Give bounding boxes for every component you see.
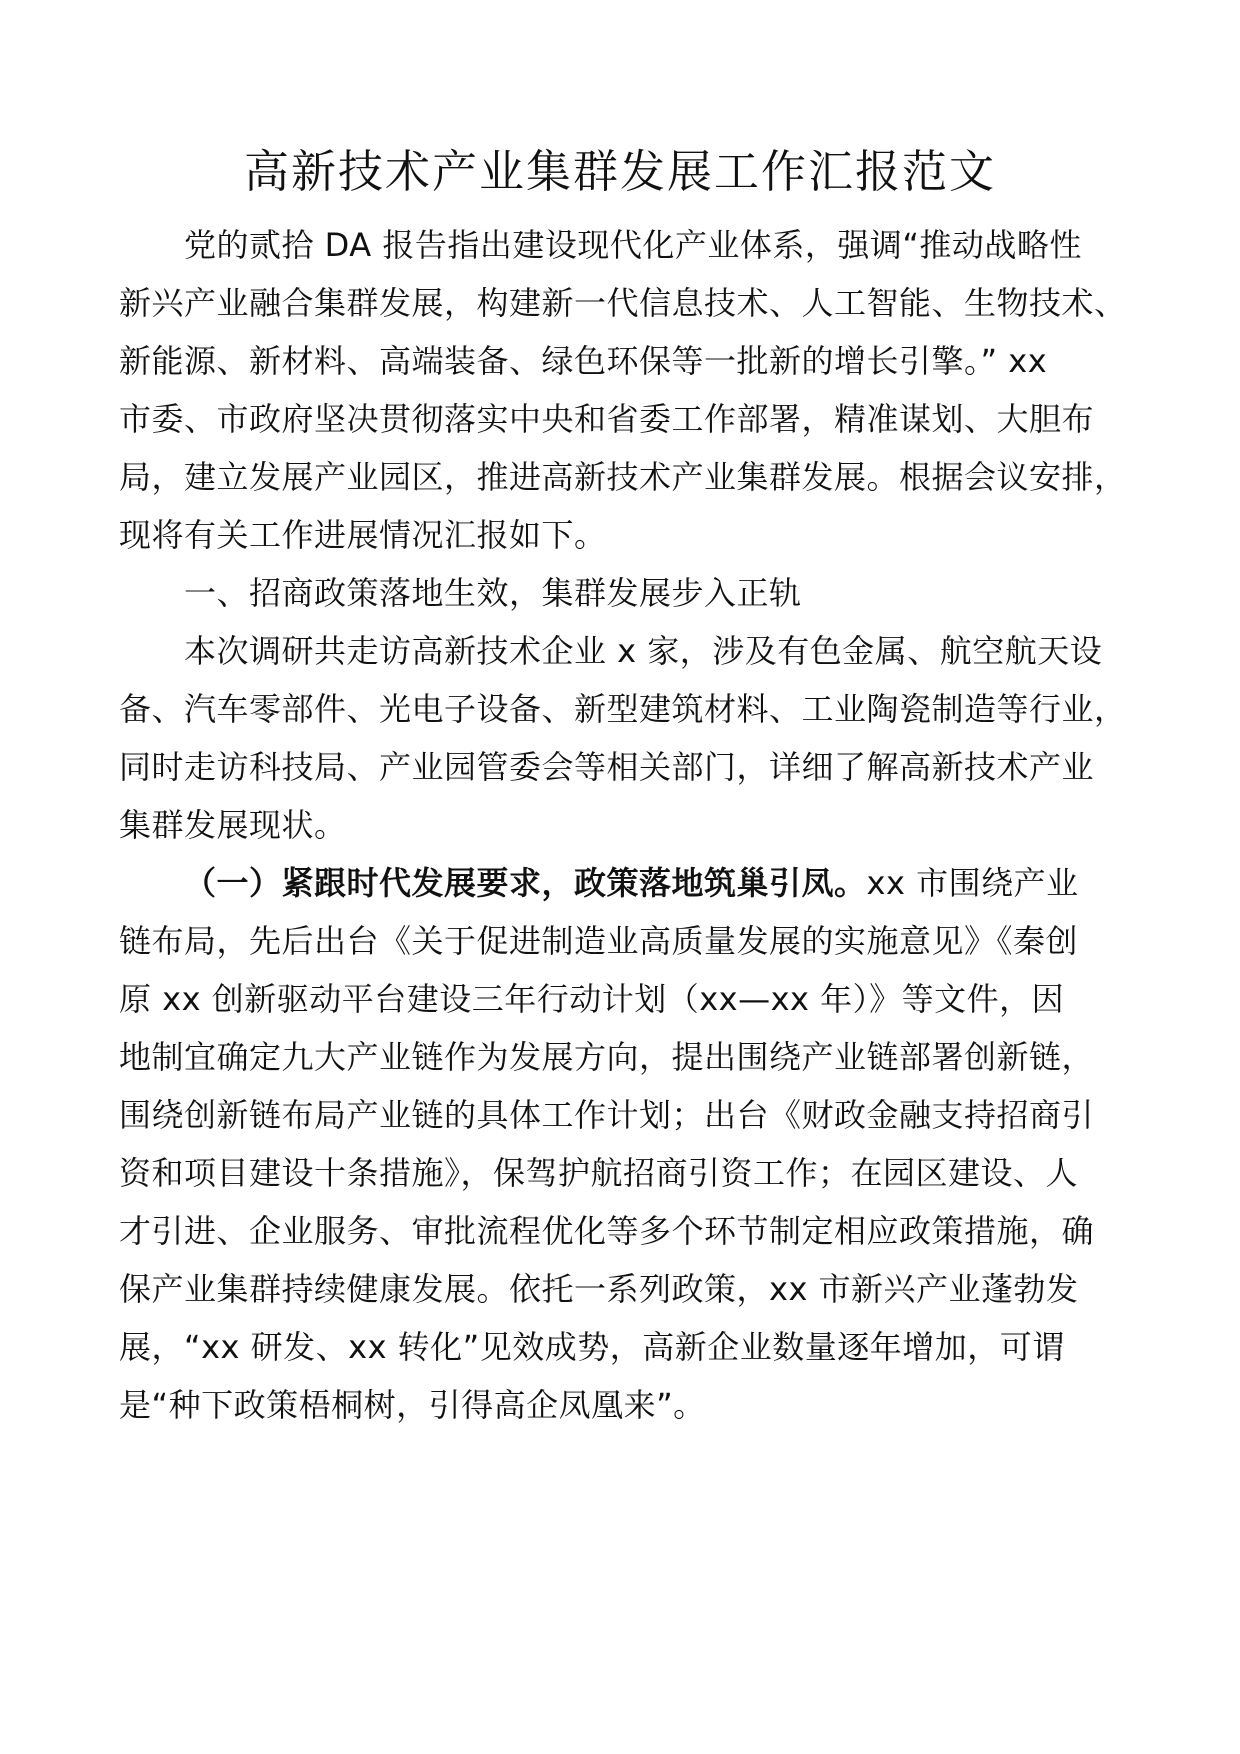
document-title: 高新技术产业集群发展工作汇报范文 (243, 145, 996, 198)
paragraph-3-line-4: 地制宜确定九大产业链作为发展方向，提出围绕产业链部署创新链， (119, 1038, 1095, 1076)
paragraph-1-line-3: 新能源、新材料、高端装备、绿色环保等一批新的增长引擎。” xx (119, 342, 1048, 380)
paragraph-3-first-line-rest: xx 市围绕产业 (866, 864, 1079, 902)
paragraph-1-line-5: 局，建立发展产业园区，推进高新技术产业集群发展。根据会议安排， (119, 458, 1127, 496)
paragraph-1-line-2: 新兴产业融合集群发展，构建新一代信息技术、人工智能、生物技术、 (119, 284, 1127, 322)
paragraph-1-line-1: 党的贰拾 DA 报告指出建设现代化产业体系，强调“推动战略性 (184, 226, 1082, 264)
paragraph-2-line-2: 备、汽车零部件、光电子设备、新型建筑材料、工业陶瓷制造等行业， (119, 690, 1127, 728)
paragraph-2-line-3: 同时走访科技局、产业园管委会等相关部门，详细了解高新技术产业 (119, 748, 1095, 786)
paragraph-2-line-1: 本次调研共走访高新技术企业 x 家，涉及有色金属、航空航天设 (184, 632, 1103, 670)
paragraph-1-line-4: 市委、市政府坚决贯彻落实中央和省委工作部署，精准谋划、大胆布 (119, 400, 1095, 438)
paragraph-3-line-5: 围绕创新链布局产业链的具体工作计划；出台《财政金融支持招商引 (119, 1096, 1095, 1134)
paragraph-3-line-9: 展，“xx 研发、xx 转化”见效成势，高新企业数量逐年增加，可谓 (119, 1328, 1065, 1366)
paragraph-1-line-6: 现将有关工作进展情况汇报如下。 (119, 516, 607, 554)
paragraph-3-line-7: 才引进、企业服务、审批流程优化等多个环节制定相应政策措施，确 (119, 1212, 1095, 1250)
paragraph-3-line-8: 保产业集群持续健康发展。依托一系列政策，xx 市新兴产业蓬勃发 (119, 1270, 1079, 1308)
paragraph-3-line-1 (184, 861, 1079, 905)
paragraph-3-line-3: 原 xx 创新驱动平台建设三年行动计划（xx—xx 年）》等文件，因 (119, 980, 1065, 1018)
paragraph-3-line-2: 链布局，先后出台《关于促进制造业高质量发展的实施意见》《秦创 (119, 922, 1079, 960)
paragraph-3-line-10: 是“种下政策梧桐树，引得高企凤凰来”。 (119, 1386, 706, 1424)
paragraph-2-line-4: 集群发展现状。 (119, 806, 347, 844)
paragraph-3-line-6: 资和项目建设十条措施》，保驾护航招商引资工作；在园区建设、人 (119, 1154, 1079, 1192)
section-heading-1: 一、招商政策落地生效，集群发展步入正轨 (184, 574, 802, 612)
subsection-heading-bold: （一）紧跟时代发展要求，政策落地筑巢引凤。 (184, 864, 867, 902)
